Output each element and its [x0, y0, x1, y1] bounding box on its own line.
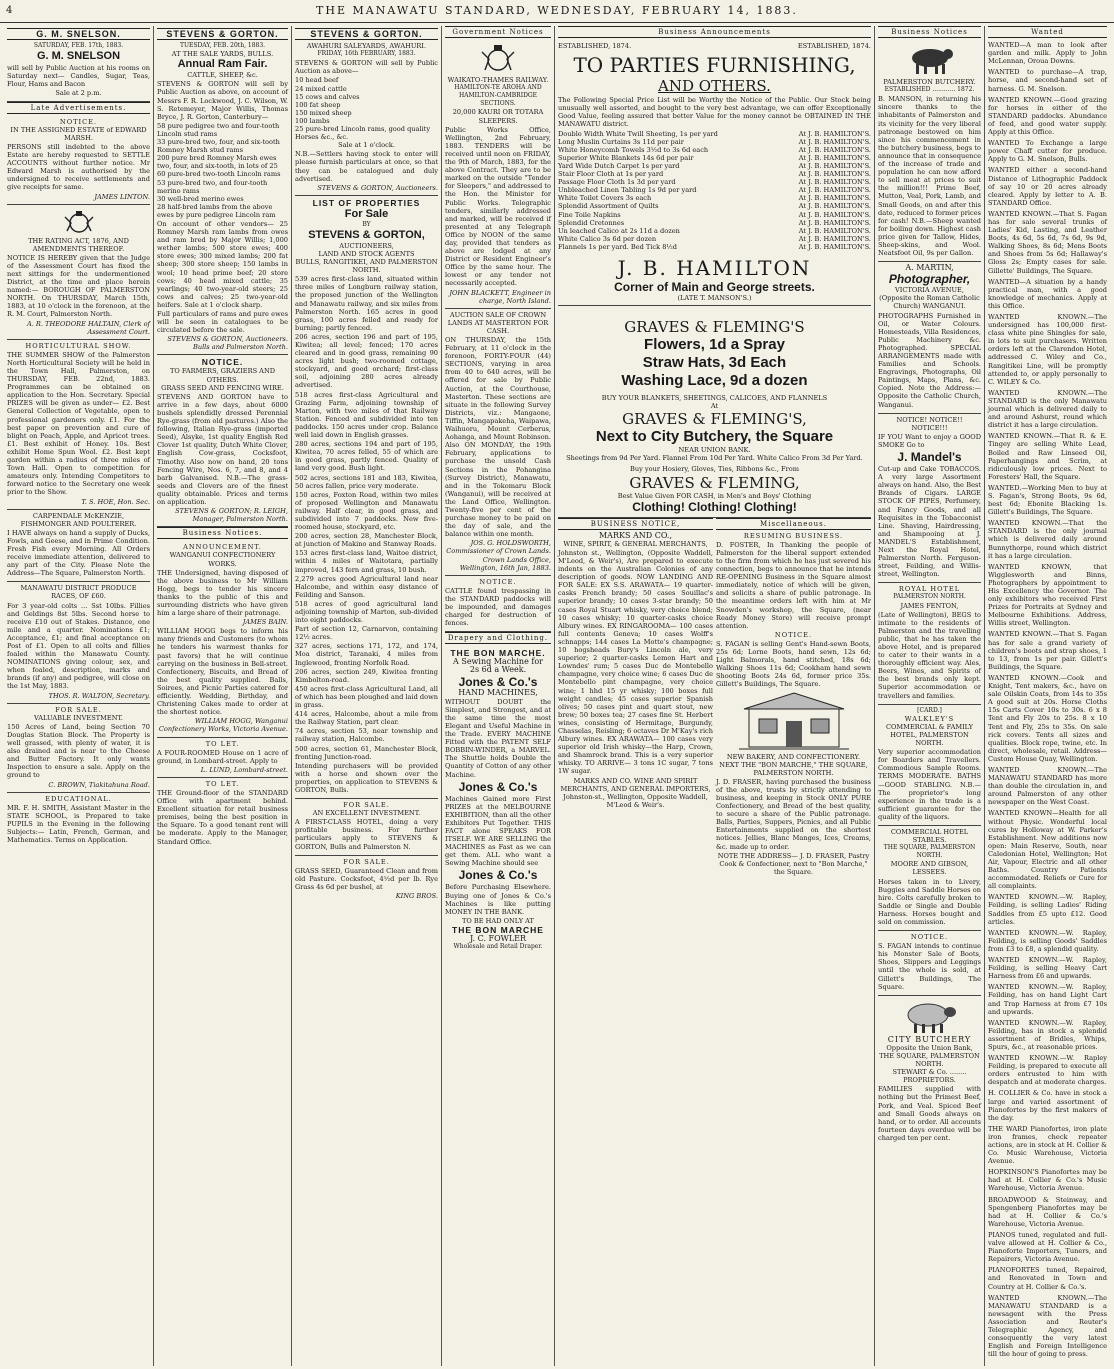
price-row: White Calico 3s 6d per dozen At J. B. HAMILTON'S. — [558, 234, 871, 243]
hamilton-corner: Corner of Main and George streets. — [614, 279, 815, 294]
city-sub: Opposite the Union Bank, THE SQUARE, PALMERSTON NORTH. — [879, 1043, 980, 1069]
price-row: White Honeycomb Towels 3½d to 3s 6d each At J. B. HAMILTON'S. — [558, 145, 871, 154]
butchery-text: B. MANSON, in returning his sincere thanks to the inhabitants of Palmerston and its vicinity for the very liberal patronage bestowed on him since his commencement in the butchery business, begs to announce that in consequence of the increase of trade and population he can now afford to sell meat at prices to suit the million!!! Prime Beef, Mutton, Veal, Pork, Lamb, and Small Goods, on and after this date, reduced to former prices for cash! N.B.—Sheep wanted for boiling down. Highest cash price given for Tallow, Hides, Sheep-skins, and Wool. Neatsfoot Oil, 9s per Gallon. — [878, 95, 981, 258]
government-notices-band: Government Notices — [445, 26, 551, 38]
wanted-item: WANTED To Exchange a large power Chaff cutter for produce. Apply to G. M. Snelson, Bulls. — [988, 139, 1107, 164]
fs-sub: VALUABLE INVESTMENT. — [33, 713, 124, 722]
wanted-item: WANTED KNOWN.—W. Rapley, Feilding, has on hand Light Cart and Trap Harness at from £7 10s and upwards. — [988, 983, 1107, 1016]
fagan2-title: NOTICE. — [910, 933, 949, 942]
jones2-text: Machines Gained more First PRIZES at the MELBOURNE EXHIBITION, than all the other Exhibitors Put Together. THIS FACT alone SPEAKS FOR ITSELF. WE ARE SELLING the MACHINES as Fast as we can get them. ALL who want a Sewing Machine should see — [445, 794, 551, 868]
awahuri-lot-1: 24 mixed cattle — [295, 84, 347, 93]
awahuri-sale-ad — [295, 26, 438, 196]
trespass-notice — [445, 576, 551, 633]
jones3-text: Before Purchasing Elsewhere. Buying one of Jones & Co.'s Machines is like putting MONEY IN THE BANK. — [445, 883, 551, 916]
prop-13: 450 acres first-class Agricultural Land, all of which has been ploughed and laid down in grass. — [295, 684, 438, 710]
graves-fleming-ad — [558, 306, 871, 518]
royal-hotel-ad — [878, 583, 981, 704]
sg-band: STEVENS & GORTON. — [157, 28, 288, 40]
crown-signature: JOS. G. HOLDSWORTH, Commissioner of Crown Lands. Crown Lands Office, Wellington, 16th Jan, 1883. — [446, 539, 551, 572]
wanted-item: WANTED KNOWN.—W. Rapley, Feilding, is selling Goods' Saddles from £3 to £8, a splendid quality. — [988, 928, 1107, 953]
fs4-title: FOR SALE. — [343, 857, 390, 866]
rail-item: 20,000 KAURI OR TOTARA SLEEPERS. — [452, 108, 544, 125]
price-row: Flannels 1s per yard. Bed Tick 8½d At J. B. HAMILTON'S. — [558, 242, 871, 251]
column-6 — [875, 26, 985, 1366]
graves-best: Best Value Given FOR CASH, in Men's and Boys' Clothing — [617, 491, 812, 500]
awahuri-time: Sale at 1 o'clock. — [338, 141, 395, 150]
price-row: Passage Floor Cloth 1s 3d per yard At J. B. HAMILTON'S. — [558, 178, 871, 187]
announce-sub: WANGANUI CONFECTIONERY WORKS. — [169, 551, 276, 568]
jones3-tail: TO BE HAD ONLY AT — [462, 916, 534, 925]
list-role: AUCTIONEERS, — [339, 241, 394, 250]
awahuri-lot-4: 150 mixed sheep — [295, 108, 352, 117]
wanted-item: PIANOS tuned, regulated and full-valve allowed at H. Collier & Co., Pianoforte Importers, Tuners, and Repairers, Victoria Avenue. — [988, 1230, 1107, 1264]
awahuri-signature: STEVENS & GORTON, Auctioneers. — [317, 183, 438, 192]
graves-at: At — [710, 402, 719, 411]
graves-line-3: Washing Lace, 9d a dozen — [621, 372, 808, 390]
ram-lot-6: 28 half-bred lambs from the above ewes by pure pedigree Lincoln ram — [157, 202, 276, 219]
card-label: [CARD.] — [917, 706, 942, 714]
column-5 — [555, 26, 875, 1366]
awahuri-venue: AWAHURI SALEYARDS, AWAHURI. — [306, 42, 427, 51]
crown-title: AUCTION SALE OF CROWN LANDS AT MASTERTON FOR CASH. — [447, 310, 549, 335]
page-columns — [0, 23, 1114, 1366]
ram-fair-ad — [157, 26, 288, 355]
stables-sub: THE SQUARE, PALMERSTON NORTH. — [883, 844, 976, 860]
stables-title: COMMERCIAL HOTEL STABLES. — [890, 827, 969, 845]
wanted-item: HOPKINSON'S Pianofortes may be had at H. Collier & Co.'s Music Warehouse, Victoria Avenue. — [988, 1168, 1107, 1193]
crown-text: ON THURSDAY, the 15th February, at 11 o'clock in the forenoon, FORTY-FOUR (44) SECTIONS, varying in area from 40 to 640 acres, will be offered for sale by Public Auction, at the Courthouse, Masterton. These sections are situate in the following Survey Districts, viz.: Mangaone, Tiffin, Mangapakeha, Waipawa, Waihuoru, Mount Cerberus, Aohanga, and Mount Robinson. Also ON MONDAY, the 19th February, applications to purchase the unsold Cash Sections in the Pohangina (Survey District), Manawatu, and in the Tokomaru Block (Wanganui), will be received at the Land Office, Wellington. Twenty-five per cent of the purchase money to be paid on the day of sale, and the balance within one month. — [445, 336, 551, 539]
martin-name: A. MARTIN, — [905, 263, 954, 273]
rail-signature: JOHN BLACKETT, Engineer in charge, North Island. — [449, 288, 551, 305]
ram-lot-3: 60 pure-bred two-tooth Lincoln rams — [157, 170, 281, 179]
butchery-title: PALMERSTON BUTCHERY. — [883, 78, 976, 87]
wanted-item: WANTED KNOWN.—Cook and Knight, Tent makers, &c., have on sale Oilskin Coats, from 14s to 35s A good suit at 20s. Horse Cloths 15s Carts Cover 10s to 30s. 6 x 8 Tent and Fly 20s to 25s. 8 x 10 Tent and Fly, 25s to 35s. On sale rick covers. Tents all sizes and qualities. Block rope, twine, etc. In direct, wholesale, retail. Address—Custom House Quay, Wellington. — [988, 673, 1107, 763]
established-row — [558, 42, 871, 50]
ram-lot-2: 200 pure bred Romney Marsh ewes two, four, and six-tooth, in lots of 25 — [157, 154, 278, 171]
sheep-icon — [900, 1000, 960, 1034]
price-row: Long Muslin Curtains 3s 11d per pair At J. B. HAMILTON'S. — [558, 137, 871, 146]
city-butchery-ad — [878, 996, 981, 1146]
fowler-role: Wholesale and Retail Draper. — [453, 943, 543, 950]
notice-title: NOTICE. — [59, 117, 98, 126]
martin-text: PHOTOGRAPHS Furnished in Oil, or Water Colours. Homesteads, Villa Residences, Public Machinery &c. Photographed. SPECIAL ARRANGEMENTS made with Families and Schools. Engravings, Photographs, Oil Paintings, Maps, Plans, &c. Copied. Note the Address:—Opposite the Catholic Church, Wanganui. — [878, 311, 981, 409]
graves-hosiery: Buy your Hosiery, Gloves, Ties, Ribbons &c., From — [630, 465, 799, 474]
est-right: ESTABLISHED, 1874. — [797, 42, 871, 51]
mandel-lead: IF YOU Want to enjoy a GOOD SMOKE Go to — [878, 432, 981, 449]
farmers-head: GRASS SEED AND FENCING WIRE. — [161, 383, 284, 392]
hamilton-name: J. B. HAMILTON — [617, 255, 812, 280]
ram-intro: STEVENS & GORTON will sell by Public Auction as above, on account of Messrs F. R. Lockwood, J. C. Wilson, W. S. Retemeyer, Major Willis, Thomas Bryce, J. R. Gorton, Canterbury— — [157, 80, 288, 121]
wanted-item: WANTED KNOWN.—W. Rapley, Feilding, is selling Ladies' Riding Saddles from £5 upto £12. Good articles. — [988, 893, 1107, 926]
awahuri-lot-0: 10 head beef — [295, 76, 339, 85]
masthead — [0, 0, 1114, 23]
marks-text: Johnston st., Wellington, (Opposite Waddell, M'Leod, & Weir's), Are prepared to execute indents on the Australian Colonies of any description of goods. NOW LANDING AND FOR SALE: EX S.S. ARAWATA— 19 quarter-casks French brandy; 50 cases Souillac's superior brandy; 10 cases 3-star brandy; 50 cases Royal Stuart whisky, very choice blend; 10 cases whisky; 10 quarter-casks choice Albury wines. EX RINGAROOMA— 100 cases full contents Geneva; 10 cases Wolff's schnapps; 144 cases La Motte's champagne; 10 hogsheads Bury's Lincoln ale, very superior; 2 quarter-casks Lemon Hart and Lowndes' rum; 5 cases Duc de Montebello champagne, very choice wine; 6 cases Duc de Montebello pint champagne, very choice wine; 1 hhd 15 yr whisky; 100 boxes full weight candles; 45 cases superior Spanish olives; 50 cases pint and quart stout, new brew; 50 boxes tea; 27 cases fine St. Herbert wines, consisting of Hermitage, Burgundy, Chasselas, Reisling; 6 octaves Dr M'Kay's rich Albury wines. EX ARAWATA— 100 cases very superior old Irish whisky—the Harp, Crown, and Shamrock brand. This is a very superior whisky. TO ARRIVE— 3 tons 1C sugar, 7 tons 1W sugar. — [558, 548, 713, 776]
business-notice-band: BUSINESS NOTICE, — [558, 518, 713, 530]
awahuri-nb: N.B.—Settlers having stock to enter will please furnish particulars at once, so that they can be catalogued and duly advertised. — [295, 150, 438, 183]
ram-lot-5: 30 well-bred merino ewes — [157, 194, 244, 203]
jones3-bon: THE BON MARCHE — [452, 924, 544, 935]
column-7 — [985, 26, 1110, 1366]
tolet1-signature: L. LUND, Lombard-street. — [200, 765, 288, 774]
prop-6: 200 acres, section 28, Manchester Block, at junction of Makino and Stanway Roads. — [295, 532, 438, 549]
snelson-ad — [7, 26, 150, 102]
rail-sub: HAMILTON-TE AROHA AND HAMILTON-CAMBRIDGE SECTIONS. — [454, 84, 542, 108]
prop-14: 414 acres, Halcombe, about a mile from the Railway Station, part clear. — [295, 710, 438, 727]
marks-signature: MARKS AND CO. WINE AND SPIRIT MERCHANTS, AND GENERAL IMPORTERS, Johnston-st., Wellington, Opposite Waddell, M'Leod & Weir's. — [560, 776, 711, 809]
rating-act-notice — [7, 205, 150, 340]
business-notices-band-2: Business Notices — [878, 26, 981, 38]
bakery-text: J. D. FRASER, having purchased the business of the above, trusts by strictly attending to business, and keeping in Stock ONLY PURE Confectionery, and Bread of the best quality, to secure a share of the Public patronage. Balls, Parties, Suppers, Picnics, and all Public Entertainments supplied on the shortest notices. Jellies, Blanc Manges, Ices, Creams, &c. made up to order. — [716, 777, 871, 851]
misc-column — [716, 518, 871, 876]
snelson-name: G. M. SNELSON — [36, 50, 121, 63]
edu-title: EDUCATIONAL. — [45, 794, 112, 803]
bull-icon — [902, 44, 958, 76]
wanted-item: WANTED KNOWN.—The MANAWATU STANDARD is a newsagent with the Press Association and Reuter's Telegraphic Agency, and consequently the very latest English and Foreign Intelligence till the hour of going to press. — [988, 1293, 1107, 1359]
list-by: BY — [362, 220, 371, 228]
price-row: Splendid Assortment of Quilts At J. B. HAMILTON'S. — [558, 202, 871, 211]
to-let-house — [157, 738, 288, 778]
prop-1: 206 acres, section 196 and part of 195, Kiwitea; all level; fenced; 170 acres cleared and in good grass, remaining 90 acres light bush; two-roomed cottage, stockyard, and good orchard; first-class soil, adjoining 280 acres already advertised. — [295, 332, 438, 390]
list-firm: STEVENS & GORTON, — [308, 228, 425, 241]
bon-marche-ad — [445, 646, 551, 954]
fs-title: FOR SALE. — [55, 705, 102, 714]
royal-text: (Late of Wellington), BEGS to intimate to the residents of Palmerston and the travelling public, that he has taken the above Hotel, and is prepared to cater to their wants in a thoroughly efficient way. Ales, Beers, Wines, and Spirits of the best brands only kept. Superior accommodation or travellers and families. — [878, 610, 981, 700]
races-title: MANAWATU DISTRICT PRODUCE RACES, OF £60. — [20, 584, 137, 601]
carpendale-ad — [7, 510, 150, 583]
column-4 — [442, 26, 555, 1366]
ram-fair-title: Annual Ram Fair. — [177, 58, 268, 71]
graves-title: GRAVES & FLEMING'S — [624, 318, 805, 337]
fagan-notice-title: NOTICE. — [774, 630, 813, 639]
hotel-for-sale-ad — [295, 799, 438, 856]
bakery-signature: NOTE THE ADDRESS— J. D. FRASER, Pastry Cook & Confectioner, next to "Bon Marche," the Square. — [717, 851, 870, 876]
notice-estate: IN THE ASSIGNED ESTATE of EDWARD MARSH. — [10, 125, 147, 142]
martin-addr: VICTORIA AVENUE, (Opposite the Roman Catholic Church) WANGANUI. — [879, 286, 980, 311]
hogg-text: WILLIAM HOGG begs to inform his many friends and Customers (to whom he tenders his warmest thanks for past favors) that he will continue carrying on the business in Bell-street. Confectionery, Biscuits, and Bread of the best quality supplied. Balls, Soirees, and Picnic Parties catered for efficiently. Wedding, Birthday, and Christening Cakes made to order at the shortest notice. — [157, 627, 288, 717]
business-announcements-band: Business Announcements — [558, 26, 871, 38]
price-row: White Toilet Covers 3s each At J. B. HAMILTON'S. — [558, 194, 871, 203]
wanted-item: WANTED KNOWN.—W. Rapley, Feilding, has in stock a splendid assortment of Bridles, Whips, Spurs, &c., at reasonable prices. — [988, 1018, 1107, 1051]
price-row: Double Width White Twill Sheeting, 1s per yard At J. B. HAMILTON'S. — [558, 129, 871, 138]
fagan2-text: S. FAGAN intends to continue his Monster Sale of Boots, Shoes, Slippers and Leggings until the whole is sold, at Gillett's Buildings, The Square. — [878, 942, 981, 991]
farmers-notice — [157, 355, 288, 527]
list-places: BULLS, RANGITIKEI, AND PALMERSTON NORTH. — [295, 258, 438, 275]
city-title: CITY BUTCHERY — [887, 1034, 972, 1044]
graves-clothing: Clothing! Clothing! Clothing! — [632, 499, 797, 514]
edu-text: MR. F. H. SMITH, Assistant Master in the STATE SCHOOL, is Prepared to take PUPILS in the Evening in the following Subjects:— Latin, French, German, and Mathematics. Terms on Application. — [7, 803, 150, 845]
awahuri-lot-2: 15 cows and calves — [295, 92, 360, 101]
wanted-item: WANTED KNOWN.—That S. Fagan has for sale several trunks of Ladies' Kid, Lasting, and Leather Boots, 4s 6d, 5s 6d, 7s 6d, 9s 9d, Walking Shoes, 8s 6d; Mens Boots and Shoes from 5s 6d; Hallaway's Gloss 2s; Empty cases for sale. Gillette' Buildings, The Square. — [988, 209, 1107, 275]
announce-signature: JAMES BAIN. — [242, 618, 288, 627]
mandel-tobacconist-ad — [878, 414, 981, 584]
wanted-item: WANTED KNOWN, that Wigglesworth and Binns, Photographers by appointment to His Excellency the Governor. The only exhibitors who received First Prizes for Portraits at Sydney and Melbourne Exhibitions. Address, Willis street, Wellington. — [988, 562, 1107, 628]
price-row: Stair Floor Cloth at 1s per yard At J. B. HAMILTON'S. — [558, 170, 871, 179]
races-ad — [7, 582, 150, 703]
stables-ad — [878, 826, 981, 931]
fs3-title: FOR SALE. — [343, 801, 390, 810]
hort-text: THE SUMMER SHOW of the Palmerston North Horticultural Society will be held in the Town Hall, Palmerston, on THURSDAY, FEB. 22nd, 1883. Programmes can be obtained on application to the Hon. Secretary. Special PRIZES will be given as under— £2. Best General Collection of Vegetable, open to professional gardeners only. £1. For the best paper on prevention and cure of blight on Peach, Apple, and Apricot trees. £1. Best exhibit of Honey. 10s. Best exhibit Home Spun Wool. £2. Best kept garden within a radius of three miles of Town Hall. Open to competition for amateurs only. Intending Competitors to forward notice to the Secretary one week prior to the Show. — [7, 350, 150, 497]
business-notices-band: Business Notices. — [157, 527, 288, 539]
ram-others: On account of other vendors— 25 Romney Marsh ram lambs from owes and ram bred by Major Willis; 1,000 wether lambs; 500 store ewes; 400 store ewes; 300 mixed lambs; 200 fat sheep; 300 store sheep; 150 lambs in wool; 10 head prime beef; 20 store cows; 40 head mixed cattle; 35 yearlings; 40 two-year-old steers; 25 cows and calves; 25 two-year-old heifers. Sale at 1 o'clock sharp. — [157, 219, 288, 309]
jones2-firm: Jones & Co.'s — [458, 779, 538, 794]
snelson-band: G. M. SNELSON. — [7, 28, 150, 40]
prop-10: Part of section 12, Carnarvon, containing 12½ acres. — [295, 625, 438, 642]
wanted-item: WANTED KNOWN.—W. Rapley Feilding, is prepared to execute all orders entrusted to him with despatch and at moderate charges. — [988, 1054, 1107, 1087]
ram-venue: AT THE SALE YARDS, BULLS. — [171, 50, 274, 59]
ram-lot-1: 33 pure-bred two, four, and six-tooth Romney Marsh stud rams — [157, 138, 280, 155]
prop-11: 327 acres, sections 171, 172, and 174, Moa district, Taranaki, 4 miles from Inglewood, fronting Norfolk Road. — [295, 642, 438, 667]
educational-ad — [7, 793, 150, 849]
wanted-item: H. COLLIER & Co. have in stock a large and varied assortment of Pianofortes by the first makers of the day. — [988, 1089, 1107, 1122]
bakery-title: NEW BAKERY, AND CONFECTIONERY. — [726, 752, 861, 761]
awahuri-lot-7: Horses &c., &c. — [295, 133, 349, 142]
graves-sheet: Sheetings from 9d Per Yard. Flannel From 10d Per Yard. White Calico From 3d Per Yard. — [566, 454, 863, 463]
city-name: STEWART & Co. ........ PROPRIETORS. — [892, 1068, 967, 1085]
races-signature: THOS. R. WALTON, Secretary. — [48, 691, 150, 700]
ram-stock: CATTLE, SHEEP, &c. — [187, 71, 258, 80]
jones3-firm: Jones & Co.'s — [458, 868, 538, 883]
farmers-title: NOTICE. — [201, 357, 244, 368]
royal-sub: PALMERSTON NORTH. — [893, 593, 966, 601]
graves-title-2: GRAVES & FLEMING'S, — [622, 410, 807, 429]
notice-text: PERSONS still indebted to the above Estate are hereby requested to SETTLE ACCOUNTS without further notice. Mr Edward Marsh is authorised by the undersigned to receive settlements and give receipts for same. — [7, 142, 150, 192]
prop-9: 518 acres of good agricultural land adjoining township of Marton, sub-divided into eight paddocks. — [295, 599, 438, 625]
prop-0: 539 acres first-class land, situated within three miles of Longburn railway station, the proposed junction of the Wellington and Manawatu railway, and six miles from Palmerston North. 165 acres in good grass, 100 acres felled and ready for burning; partly fenced. — [295, 275, 438, 332]
rail-title: WAIKATO-THAMES RAILWAY. — [447, 76, 549, 85]
marks-title: MARKS AND CO., — [598, 530, 673, 540]
martin-role: Photographer, — [888, 272, 971, 287]
marks-column — [558, 518, 713, 876]
ram-date: TUESDAY, FEB. 20th, 1883. — [179, 42, 266, 50]
awahuri-date: FRIDAY, 16th FEBRUARY, 1883. — [317, 50, 416, 58]
and-others-head: AND OTHERS. — [658, 77, 771, 96]
prop-3: 280 acres, sections 194 and part of 195, Kiwitea, 70 acres felled, 55 of which are in good grass, partly fenced. Quality of land very good. Bush light. — [295, 440, 438, 473]
walkley-title: WALKLEY'S — [904, 714, 955, 723]
wanted-item: WANTED either a second-hand Distance of Lithographic Paddock of say 10 or 20 acres already cleared. Apply by letter to A. B. STANDARD Office. — [988, 166, 1107, 207]
city-text: FAMILIES supplied with nothing but the Primest Beef, Pork, and Veal. Spiced Beef and Small Goods always on hand, or to order. All accounts fourteen days overdue will be charged ten per cent. — [878, 1085, 981, 1142]
fs4-text: GRASS SEED, Guaranteed Clean and from old Pasture. Cocksfoot, 4½d per lb. Rye Grass 4s 6d per bushel, at — [295, 866, 438, 891]
mandel-text: Cut-up and Cake TOBACCOS. A very large Assortment always on hand. Also, the Best Brands of Cigars. LARGE STOCK OF PIPES, Perfumery, and Fancy Goods, and all Requisites in the Tobacconist Line. Shaving, Hairdressing, and Shampooing at J. MANDEL'S Establishment, Next the Royal Hotel, Palmerston North. Ferguson-street, Feilding, and Willis-street, Wellington. — [878, 465, 981, 579]
tolet2-title: TO LET. — [205, 779, 240, 788]
royal-arms-icon — [59, 209, 99, 235]
rating-text: NOTICE IS HEREBY given that the Judge of the Assessment Court has fixed the next sittings for the undermentioned District, at the time and place herein named:— BOROUGH OF PALMERSTON NORTH. On THURSDAY, March 15th, 1883, at 10 o'clock in the forenoon, at the R. M. Court, Palmerston North. — [7, 253, 150, 319]
page-number: 4 — [6, 5, 13, 16]
notice-signature: JAMES LINTON. — [94, 192, 150, 201]
list-sub: LAND AND STOCK AGENTS — [318, 249, 415, 258]
wanted-item: WANTED.—Working Men to buy at S. Fagan's, Strong Boots, 9s 6d, best 6d; Ebonite Blacking 1s. Gillett's Buildings, The Square. — [988, 483, 1107, 517]
railway-tender-notice — [445, 40, 551, 309]
fs4-signature: KING BROS. — [395, 892, 438, 900]
fowler-name: J. C. FOWLER — [469, 933, 527, 943]
sewing-text: WITHOUT DOUBT the Simplest, and Strongest, and at the same time the most Elegant and Useful Machine in the Trade. EVERY MACHINE Fitted with the PATENT SELF BOBBIN-WINDER, a MARVEL. The Shuttle holds Double the Quantity of Cotton of any other Machine. — [445, 697, 551, 779]
graves-buy: BUY YOUR BLANKETS, SHEETINGS, CALICOES, AND FLANNELS — [601, 394, 828, 403]
prop-15: 74 acres, section 53, near township and railway station, Halcombe. — [295, 727, 438, 744]
ram-notes: Full particulars of rams and pure ewes will be seen in catalogues to be circulated before the sale. — [157, 310, 288, 335]
ram-signature: STEVENS & GORTON, Auctioneers. Bulls and Palmerston North. — [167, 335, 288, 352]
wanted-item: THE WARD Pianofortes, iron plate iron frames, check repeater actions, are in stock at H. Collier & Co. Music Warehouse, Victoria Avenue. — [988, 1124, 1107, 1166]
marks-sub: WINE, SPIRIT, & GENERAL MERCHANTS, — [563, 539, 708, 548]
tolet1-title: TO LET. — [205, 739, 240, 748]
price-row: Superior White Blankets 14s 6d per pair At J. B. HAMILTON'S. — [558, 153, 871, 162]
stables-text: Horses taken in to Livery, Buggies and Saddle Horses on hire. Colts carefully broken to Saddle or Single and Double Harness. Horses bought and sold on commission. — [878, 877, 981, 926]
fagan-notice-text: S. FAGAN is selling Gent's Hand-sewn Boots, 25s 6d; Lorne Boots, hand sewn, 12s 6d; Light Balmorals, hand stitched, 18s 6d; Walking Shoes 11s 6d; Cookham hand sewn Shooting Boots 24s 6d, former price 35s. Gillett's Buildings, The Square. — [716, 639, 871, 689]
hort-title: HORTICULTURAL SHOW. — [25, 341, 132, 350]
wanted-item: WANTED KNOWN.—W. Rapley, Feilding, is selling Heavy Cart Harness from £6 and upwards. — [988, 956, 1107, 981]
wanted-item: WANTED KNOWN.—That S. Fagan has for sale a grand variety of children's boots and strap shoes, 1 to 13, from 1s per pair. Gillett's Buildings, the Square. — [988, 630, 1107, 671]
graves-near: NEAR UNION BANK. — [678, 446, 751, 455]
bon-title: THE BON MARCHE. — [450, 648, 546, 659]
price-row: Fine Toile Napkins At J. B. HAMILTON'S. — [558, 210, 871, 219]
resume-text: D. FOSTER, In Thanking the people of Palmerston for the liberal support extended to the firm from which he has just severed his connection, begs to announce that he intends RE-OPENING Business in the Square almost immediately, notice of which will be given, and solicits a share of public patronage. In the meantime orders left with him at Mr Snowden's workshop, the Square, (near Ready Money Store) will receive prompt attention. — [716, 540, 871, 630]
column-2 — [154, 26, 292, 1366]
est-left: ESTABLISHED, 1874. — [558, 42, 632, 51]
walkley-text: Very superior accommodation for Boarders and Travellers. Commodious Sample Rooms. TERMS MODERATE. BATHS—GOOD STABLING. N.B.—The proprietor's long experience in the trade is a sufficient guarantee for the quality of the liquors. — [878, 748, 981, 821]
martin-photographer-ad — [878, 262, 981, 414]
property-list-ad — [295, 196, 438, 799]
rating-title: THE RATING ACT, 1876, AND AMENDMENTS THEREOF. — [28, 236, 129, 253]
wanted-item: BROADWOOD & Steinway, and Spengenberg Pianofortes may be had at H. Collier & Co.'s Warehouse, Victoria Avenue. — [988, 1195, 1107, 1228]
prop-2: 518 acres first-class Agricultural and Grazing Farm, adjoining township of Marton, with two miles of that Railway Station. Fenced and subdivided into ten paddocks. 150 acres under crop. Balance well laid down in English grasses. — [295, 390, 438, 440]
confectionery-announcement — [157, 541, 288, 737]
wanted-item: WANTED—A situation by a handy practical man, with a good knowledge of mechanics. Apply at this Office. — [988, 277, 1107, 310]
graves-line-1: Flowers, 1d a Spray — [644, 336, 785, 354]
wanted-item: WANTED—A man to look after garden and milk. Apply to John McLennan, Oroua Downs. — [988, 41, 1107, 66]
wanted-item: WANTED KNOWN.—The MANAWATU STANDARD has more than double the circulation in, and around Palmerston of any other newspaper on the West Coast. — [988, 765, 1107, 807]
wanted-band: Wanted — [988, 26, 1107, 38]
crown-lands-notice — [445, 309, 551, 576]
hamilton-ad — [558, 40, 871, 306]
wanted-item: WANTED KNOWN.—The STANDARD is the only Manawatu journal which is delivered daily to and around Ashurst, round which district it has a large circulation. — [988, 388, 1107, 430]
hogg-signature: WILLIAM HOGG, Wanganui Confectionery Works, Victoria Avenue. — [158, 717, 288, 734]
price-row: Unbleached Linen Tabling 1s 9d per yard At J. B. HAMILTON'S. — [558, 186, 871, 195]
list-head-1: LIST OF PROPERTIES — [312, 197, 421, 208]
miscellaneous-band: Miscellaneous. — [716, 518, 871, 530]
prop-12: 206 acres, section 249, Kiwitea fronting Kimbolton-road. — [295, 667, 438, 684]
mandel-notice: NOTICE! NOTICE!! NOTICE!!! — [896, 415, 963, 432]
graves-title-3: GRAVES & FLEMING, — [629, 473, 800, 492]
price-row: Yard Wide Dutch Carpet 1s per yard At J. B. HAMILTON'S. — [558, 161, 871, 170]
ram-lot-4: 53 pure-bred two, and four-tooth merino rams — [157, 178, 268, 195]
sewing-line-2: 2s 6d a Week. — [469, 665, 527, 675]
carpendale-title: CARPENDALE McKENZIE, FISHMONGER AND POULTERER. — [20, 511, 137, 528]
royal-title: ROYAL HOTEL — [898, 585, 961, 594]
walkley-sub: COMMERCIAL & FAMILY HOTEL, PALMERSTON NORTH. — [885, 722, 973, 748]
lower-business-area — [558, 518, 871, 876]
bakery-shopfront-icon — [739, 691, 849, 751]
prop-4: 502 acres, sections 181 and 183, Kiwitea, 50 acres fallen, price very moderate. — [295, 473, 438, 490]
mandel-name: J. Mandel's — [897, 450, 962, 465]
tolet1-text: A FOUR-ROOMED House on 1 acre of ground, in Lombard-street. Apply to — [157, 748, 288, 765]
carpendale-text: I HAVE always on hand a supply of Ducks, Fowls, and Geese, and in Prime Condition. Fresh Fish every Morning. All Orders receive immediate attention, delivered to any part of the City. Please Note the Address—The Square, Palmerston North. — [7, 528, 150, 578]
announce-text: THE Undersigned, having disposed of the above business to Mr William Hogg, begs to tender his sincere thanks to the public of this and surrounding districts who have given him a large share of their patronage. — [157, 568, 288, 618]
sewing-line-1: A Sewing Machine for — [453, 657, 543, 667]
hamilton-intro: The Following Special Price List will be Worthy the Notice of the Public. Our Stock being unusually well assorted, and bought to the very best advantage, we can offer Exceptionally Good Value, feeling assured that better Value for the money cannot be OBTAINED IN THE MANAWATU district. — [558, 96, 871, 129]
rail-text: Public Works Office, Wellington, 2nd February, 1883. TENDERS will be received until noon on FRIDAY, the 9th of March, 1883, for the above Contract. They are to be marked on the outside "Tender for Sleepers," and addressed to the Hon. the Minister for Public Works. Telegraphic tenders, similarly addressed and marked, will be received if presented at any Telegraph Office by NOON of the same day, provided that tenders as above are lodged at any District or Resident Engineer's Office by the same hour. The lowest or any tender not necessarily accepted. — [445, 125, 551, 288]
farmers-text: STEVENS AND GORTON have to arrive in a few days, about 6000 bushels splendidly dressed Perennial Rye-grass (from old pastures.) Also the following, Italian Rye-grass (imported Seed), Alsyke, 1st quality English Red Clover 1st quality, Dutch White Clover, English Cow-grass, Cocksfoot, Timothy. Also now on hand, 20 tons Fencing Wire, Nos. 6, 7, and 8, and 4 barb Galvanised. N.B.—The grass-seeds and Clovers are of the finest quality obtainable. Prices and terms on application. — [157, 392, 288, 506]
hort-signature: T. S. HOE, Hon. Sec. — [81, 497, 150, 506]
farmers-sub: TO FARMERS, GRAZIERS AND OTHERS. — [169, 367, 276, 384]
awahuri-intro: STEVENS & GORTON will sell by Public Auction as above— — [295, 59, 438, 76]
sewing-firm: Jones & Co.'s — [458, 674, 538, 689]
fs3-text: A FIRST-CLASS HOTEL, doing a very profitable business. For further particulars apply to STEVENS & GORTON, Bulls and Palmerston N. — [295, 818, 438, 851]
wanted-item: WANTED KNOWN.—That R. & E. Tingey are selling White Lead, Boiled and Raw Linseed Oil, Paperhangings and Scrim, at ridiculously low prices. Next to Foresters' Hall, the Square. — [988, 432, 1107, 481]
wanted-item: PIANOFORTES tuned, Repaired, and Renovated in Town and Country at H. Collier & Co.'s. — [988, 1266, 1107, 1291]
list-head-2: For Sale — [344, 207, 389, 220]
prop-8: 2,279 acres good Agricultural land near Halcombe, and within easy distance of Feilding and Sanson. — [295, 574, 438, 599]
prop-16: 500 acres, section 61, Manchester Block, fronting Junction-road. — [295, 744, 438, 761]
prop-7: 153 acres first-class land, Waitoe district, within 4 miles of Waitotara, partially improved, 143 fern and grass, 10 bush. — [295, 549, 438, 574]
trespass-title: NOTICE. — [479, 577, 517, 586]
tolet2-text: THE Ground-floor of the STANDARD Office with apartment behind. Excellent situation for retail business premises, being the best position in the Square. To a good tenant rent will be moderate. Apply to the Manager, Standard Office. — [157, 788, 288, 846]
walkley-hotel-ad — [878, 705, 981, 826]
snelson-time: Sale at 2 p.m. — [55, 89, 102, 98]
announce-title: ANNOUNCEMENT. — [183, 543, 262, 552]
wanted-item: WANTED KNOWN.—Good grazing for horses in either of the STANDARD paddocks. Abundance of feed, and good water supply. Apply at this Office. — [988, 95, 1107, 137]
grass-seed-ad — [295, 856, 438, 903]
props-apply: Intending purchasers will be provided with a horse and shown over the properties, on application to STEVENS & GORTON, Bulls. — [295, 761, 438, 794]
royal-name: JAMES FENTON, — [900, 601, 959, 610]
snelson-date: SATURDAY, FEB. 17th, 1883. — [33, 42, 124, 50]
drapery-band: Drapery and Clothing. — [445, 632, 551, 644]
graves-next: Next to City Butchery, the Square — [595, 428, 834, 446]
graves-line-2: Straw Hats, 3d Each — [642, 354, 787, 372]
ram-lot-0: 58 pure pedigree two and four-tooth Lincoln stud rams — [157, 121, 280, 138]
furnishing-head: TO PARTIES FURNISHING, — [573, 53, 856, 78]
column-1 — [4, 26, 154, 1366]
resume-title: RESUMING BUSINESS. — [743, 531, 844, 540]
wanted-item: WANTED KNOWN.—That the STANDARD is the only journal which is delivered daily around Bunnythorpe, round which district it has a large circulation. — [988, 519, 1107, 560]
wanted-item: WANTED to purchase—A trap, horse, and second-hand set of harness. G. M. Snelson. — [988, 68, 1107, 93]
snelson-text: will sell by Public Auction at his rooms on Saturday next— Candles, Sugar, Teas, Flour, Hams and Bacon — [7, 64, 150, 89]
awahuri-lot-3: 100 fat sheep — [295, 100, 341, 109]
late-ads-band: Late Advertisements. — [7, 102, 150, 114]
to-let-office — [157, 778, 288, 850]
awahuri-lot-5: 100 lambs — [295, 116, 330, 125]
trespass-text: CATTLE found trespassing in the STANDARD paddocks will be impounded, and damages charged for destruction of fences. — [445, 586, 551, 628]
farmers-signature: STEVENS & GORTON; R. LEIGH, Manager, Palmerston North. — [175, 507, 288, 524]
fs-text: 150 Acres of Land, being Section 70 Douglas Station Block. The Property is well grassed, with plenty of water, it is also drained and is near to the Cheese and Butter Factory. It only wants Inspection to ensure a sale. Apply on the ground to — [7, 722, 150, 780]
wanted-item: WANTED KNOWN.—The undersigned has 100,000 first-class white pine Shingles for sale, in lots to suit purchasers. Written orders left at the Clarendon Hotel, addressed C. Wiley and Co., Rangitikei Line, will be promptly attended to, or apply personally to C. WILEY & Co. — [988, 313, 1107, 386]
prop-5: 150 acres, Foxton Road, within two miles of proposed Wellington and Manawatu railway. Half clear, in good grass, and subdivided into 7 paddocks. New five-roomed house, stockyard, etc. — [295, 490, 438, 532]
price-row: Un leached Calico at 2s 11d a dozen At J. B. HAMILTON'S. — [558, 226, 871, 235]
stables-name: MOORE AND GIBSON, LESSEES. — [890, 860, 969, 877]
bakery-next: NEXT THE "BON MARCHE," THE SQUARE, PALMERSTON NORTH. — [719, 760, 868, 777]
sg-band-2: STEVENS & GORTON. — [295, 28, 438, 40]
land-for-sale-ad — [7, 704, 150, 793]
price-row: Splendid Cretonnes At J. B. HAMILTON'S. — [558, 218, 871, 227]
newspaper-title: THE MANAWATU STANDARD, WEDNESDAY, FEBRUARY 14, 1883. — [316, 4, 798, 17]
column-3 — [292, 26, 442, 1366]
royal-arms-icon — [476, 44, 520, 74]
sewing-line-3: HAND MACHINES, — [458, 687, 538, 697]
price-list — [558, 130, 871, 251]
palmerston-butchery-ad — [878, 40, 981, 262]
awahuri-lot-6: 25 pure-bred Lincoln rams, good quality — [295, 125, 431, 134]
rating-signature: A. R. THEODORE HALTAIN, Clerk of Assessment Court. — [26, 319, 150, 336]
wanted-item: WANTED KNOWN—Health for all without Physic. Wonderful local cures by Holloway at W. Parker's Establishment. New additions now open: Main Reserve, South, near Caledonian Hotel, Wellington; Hot Air, Vapour, Electric and all other Baths. Country Patients accommodated. Reliefs or Cure for all complaints. — [988, 809, 1107, 891]
fagan-sale-notice — [878, 931, 981, 996]
fs3-sub: AN EXCELLENT INVESTMENT. — [312, 809, 421, 818]
fs-signature: C. BROWN, Tiakitahuna Road. — [48, 780, 150, 789]
hamilton-late: (LATE T. MANSON'S.) — [677, 293, 752, 302]
butchery-est: ESTABLISHED ............ 1872. — [884, 86, 975, 94]
races-text: For 3 year-old colts ... Sst 10lbs. Fillies and Geldings 8st 5lbs. Second horse to receive £10 out of Stakes. Distance, one mile and a quarter. Nominations £1; Acceptance, £1; and final acceptance on Post of £1. Open to all colts and fillies foaled within the Manawatu County. NOMINATIONS giving colour, sex, and when foaled, description, marks and brands (if any) and pedigree, will close on the 1st May, 1883. — [7, 601, 150, 691]
marsh-notice — [7, 116, 150, 205]
horticultural-show-ad — [7, 340, 150, 510]
